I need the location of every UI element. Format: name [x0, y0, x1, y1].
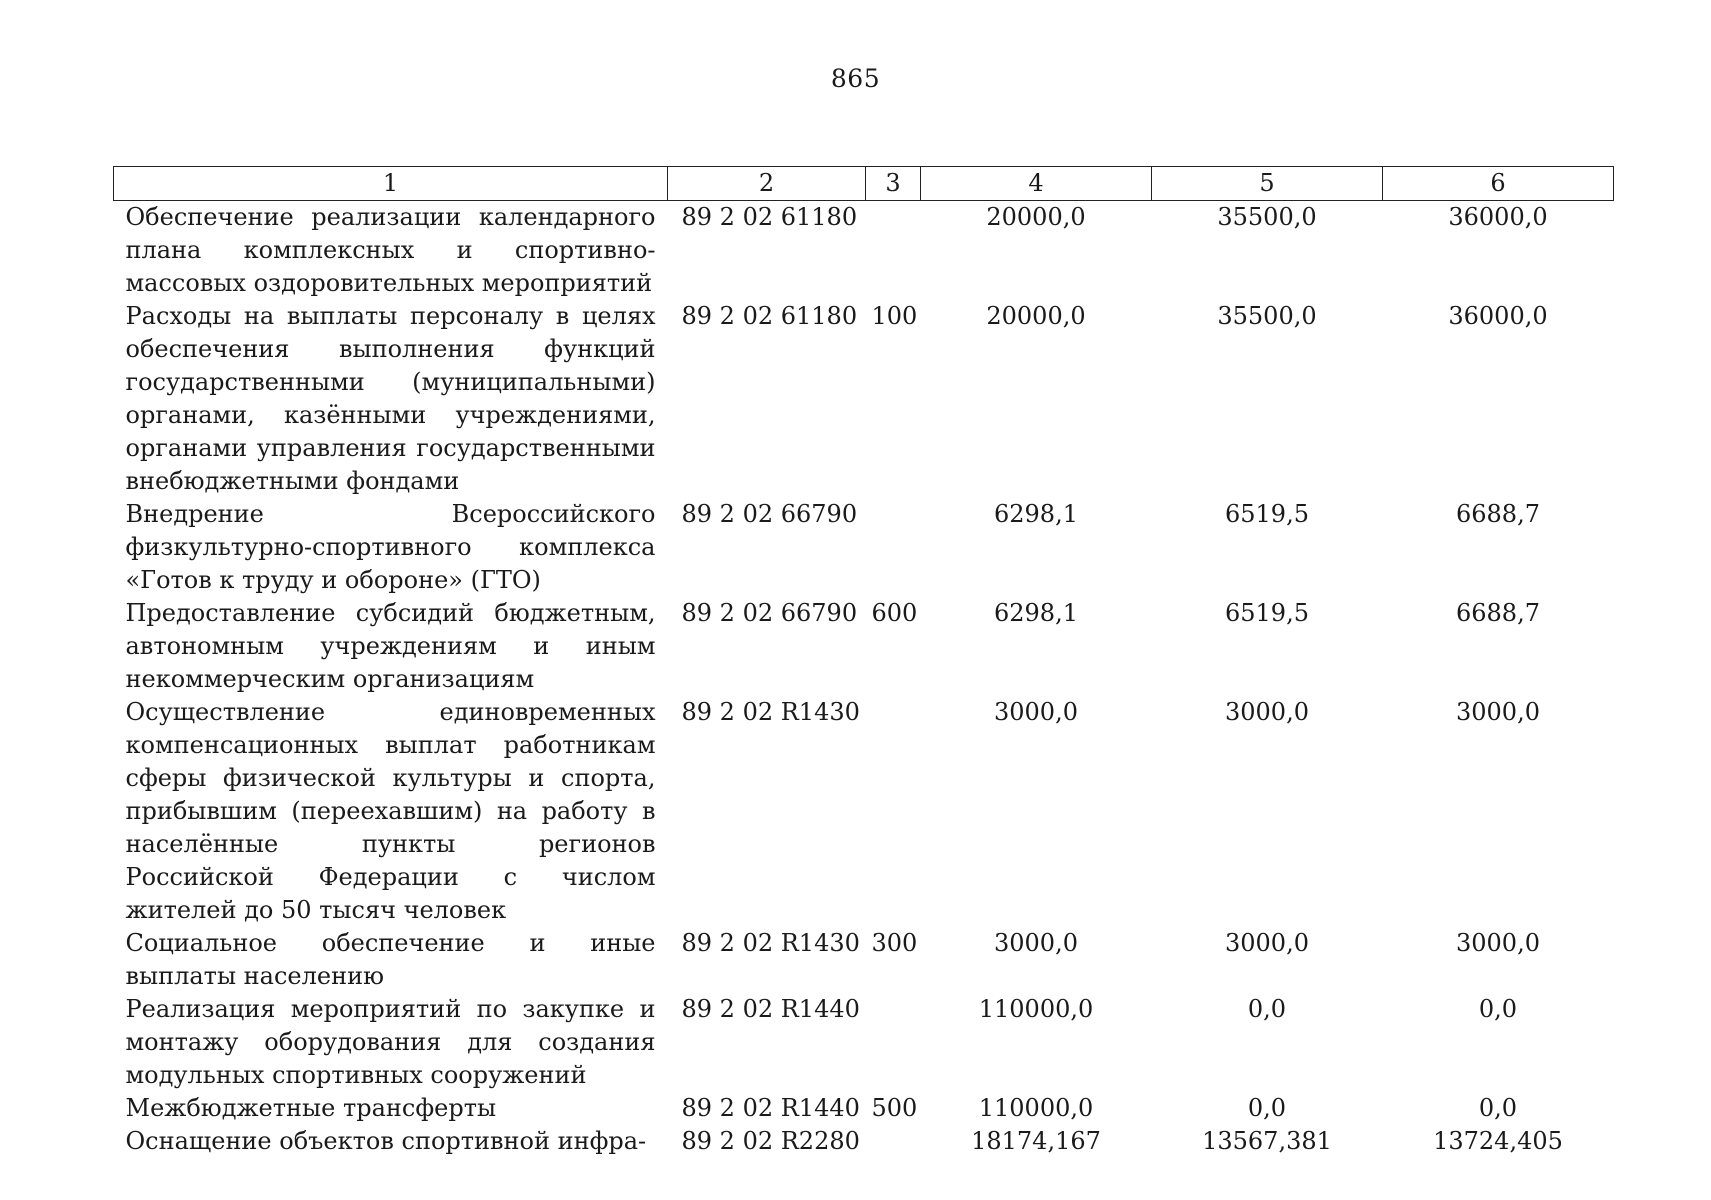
row-value-6: 13724,405 — [1433, 1127, 1563, 1155]
table-row — [114, 300, 1614, 498]
row-value-4: 3000,0 — [994, 929, 1078, 957]
row-type — [866, 696, 921, 927]
row-type: 500 — [871, 1094, 918, 1122]
row-value-5: 0,0 — [1247, 995, 1287, 1023]
row-value-4: 3000,0 — [994, 698, 1078, 726]
row-type — [866, 498, 921, 597]
table-body — [114, 201, 1614, 1159]
row-value-5: 13567,381 — [1202, 1127, 1332, 1155]
row-value-4: 20000,0 — [986, 302, 1086, 330]
budget-table — [113, 166, 1614, 1158]
table-row — [114, 927, 1614, 993]
row-value-5: 0,0 — [1247, 1094, 1287, 1122]
row-value-5: 3000,0 — [1225, 698, 1309, 726]
row-code: 89 2 02 66790 — [681, 599, 858, 627]
row-type — [866, 993, 921, 1092]
table-header — [114, 167, 1614, 201]
row-type — [866, 201, 921, 301]
table-row — [114, 498, 1614, 597]
row-value-5: 6519,5 — [1225, 599, 1309, 627]
row-value-5: 35500,0 — [1217, 302, 1317, 330]
row-code: 89 2 02 R1430 — [681, 929, 860, 957]
table-row — [114, 1092, 1614, 1125]
row-name: Предоставление субсидий бюджетным, автономным учреждениям и иным некоммерческим организациям — [125, 599, 656, 693]
row-type — [866, 1125, 921, 1158]
row-value-6: 3000,0 — [1456, 929, 1540, 957]
page-number: 865 — [830, 64, 881, 93]
row-value-5: 3000,0 — [1225, 929, 1309, 957]
row-name: Межбюджетные трансферты — [125, 1094, 497, 1122]
row-code: 89 2 02 66790 — [681, 500, 858, 528]
row-code: 89 2 02 R1440 — [681, 1094, 860, 1122]
header-col-1: 1 — [114, 167, 668, 201]
table-row — [114, 597, 1614, 696]
row-name: Реализация мероприятий по закупке и монтажу оборудования для создания модульных спортивных сооружений — [125, 995, 656, 1089]
row-value-4: 18174,167 — [971, 1127, 1101, 1155]
row-name: Социальное обеспечение и иные выплаты населению — [125, 929, 656, 990]
row-type: 300 — [871, 929, 918, 957]
header-col-4: 4 — [921, 167, 1152, 201]
row-code: 89 2 02 R1440 — [681, 995, 860, 1023]
row-value-6: 36000,0 — [1448, 203, 1548, 231]
row-value-4: 6298,1 — [994, 599, 1078, 627]
row-code: 89 2 02 R1430 — [681, 698, 860, 726]
header-row — [114, 167, 1614, 201]
row-type: 600 — [871, 599, 918, 627]
header-col-3: 3 — [866, 167, 921, 201]
row-value-6: 3000,0 — [1456, 698, 1540, 726]
row-value-5: 35500,0 — [1217, 203, 1317, 231]
row-code: 89 2 02 61180 — [681, 203, 858, 231]
table-row — [114, 1125, 1614, 1158]
row-value-6: 0,0 — [1478, 1094, 1518, 1122]
row-value-6: 6688,7 — [1456, 500, 1540, 528]
row-name: Внедрение Всероссийского физкультурно-спортивного комплекса «Готов к труду и обороне» (ГТО) — [125, 500, 656, 594]
row-name: Оснащение объектов спортивной инфра- — [125, 1127, 647, 1155]
header-col-5: 5 — [1152, 167, 1383, 201]
table-row — [114, 696, 1614, 927]
header-col-6: 6 — [1383, 167, 1614, 201]
row-code: 89 2 02 R2280 — [681, 1127, 860, 1155]
table-row — [114, 201, 1614, 301]
row-type: 100 — [871, 302, 918, 330]
row-name: Осуществление единовременных компенсационных выплат работникам сферы физической культуры и спорта, прибывшим (переехавшим) на работу в населённые пункты регионов Российской Федерации с числом жителей до 50 тысяч человек — [125, 698, 656, 924]
row-value-6: 36000,0 — [1448, 302, 1548, 330]
row-name: Расходы на выплаты персоналу в целях обеспечения выполнения функций государственными (муниципальными) органами, казёнными учреждениями, органами управления государственными внебюджетными фондами — [125, 302, 656, 495]
header-col-2: 2 — [668, 167, 866, 201]
row-value-4: 6298,1 — [994, 500, 1078, 528]
row-value-4: 110000,0 — [978, 1094, 1094, 1122]
row-code: 89 2 02 61180 — [681, 302, 858, 330]
row-name: Обеспечение реализации календарного плана комплексных и спортивно-массовых оздоровительных мероприятий — [125, 203, 656, 297]
row-value-5: 6519,5 — [1225, 500, 1309, 528]
row-value-4: 110000,0 — [978, 995, 1094, 1023]
row-value-6: 0,0 — [1478, 995, 1518, 1023]
row-value-6: 6688,7 — [1456, 599, 1540, 627]
table-row — [114, 993, 1614, 1092]
row-value-4: 20000,0 — [986, 203, 1086, 231]
